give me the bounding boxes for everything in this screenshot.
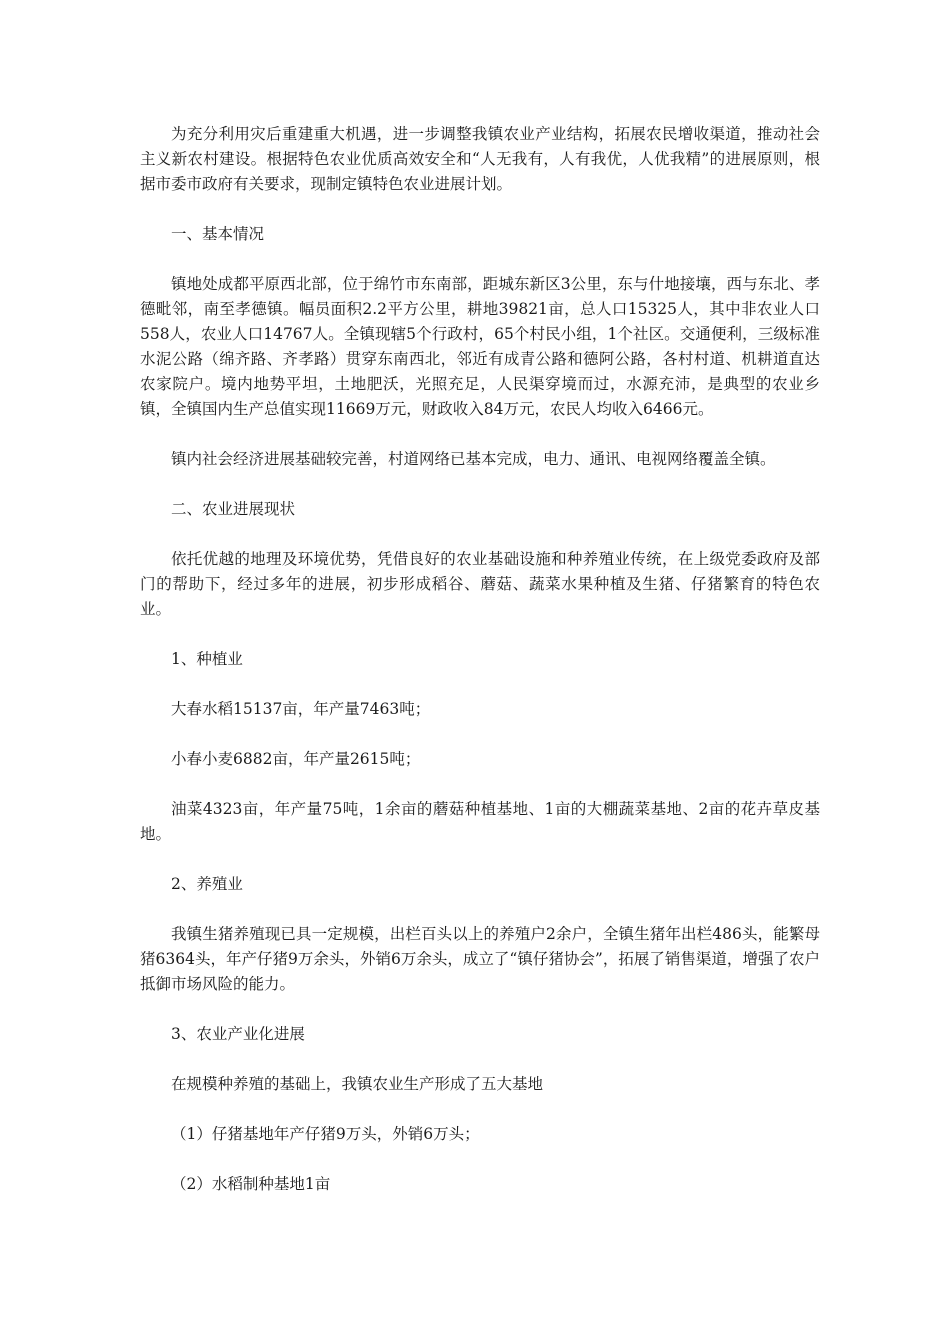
base-item-2: （2）水稻制种基地1亩 bbox=[171, 1175, 331, 1193]
subheading-breeding: 2、养殖业 bbox=[171, 875, 243, 893]
infrastructure-paragraph: 镇内社会经济进展基础较完善，村道网络已基本完成，电力、通讯、电视网络覆盖全镇。 bbox=[171, 450, 776, 468]
agriculture-status-paragraph: 依托优越的地理及环境优势，凭借良好的农业基础设施和种养殖业传统，在上级党委政府及部门的帮助下，经过多年的进展，初步形成稻谷、蘑菇、蔬菜水果种植及生猪、仔猪繁育的特色农业。 bbox=[140, 550, 820, 618]
intro-paragraph: 为充分利用灾后重建重大机遇，进一步调整我镇农业产业结构，拓展农民增收渠道，推动社会主义新农村建设。根据特色农业优质高效安全和“人无我有，人有我优，人优我精”的进展原则，根据市委市政府有关要求，现制定镇特色农业进展计划。 bbox=[140, 125, 820, 193]
planting-rapeseed-paragraph: 油菜4323亩，年产量75吨，1余亩的蘑菇种植基地、1亩的大棚蔬菜基地、2亩的花卉草皮基地。 bbox=[140, 800, 820, 843]
section-heading-basic-situation: 一、基本情况 bbox=[171, 225, 265, 243]
breeding-paragraph: 我镇生猪养殖现已具一定规模，出栏百头以上的养殖户2余户，全镇生猪年出栏486头，能繁母猪6364头，年产仔猪9万余头，外销6万余头，成立了“镇仔猪协会”，拓展了销售渠道，增强了农户抵御市场风险的能力。 bbox=[140, 925, 820, 993]
planting-rice-line: 大春水稻15137亩，年产量7463吨； bbox=[171, 700, 431, 718]
subheading-planting: 1、种植业 bbox=[171, 650, 243, 668]
industrialization-intro: 在规模种养殖的基础上，我镇农业生产形成了五大基地 bbox=[171, 1075, 544, 1093]
section-heading-agriculture-status: 二、农业进展现状 bbox=[171, 500, 296, 518]
planting-wheat-line: 小春小麦6882亩，年产量2615吨； bbox=[171, 750, 421, 768]
basic-situation-paragraph: 镇地处成都平原西北部，位于绵竹市东南部，距城东新区3公里，东与什地接壤，西与东北、孝德毗邻，南至孝德镇。幅员面积2.2平方公里，耕地39821亩，总人口15325人，其中非农业人口558人，农业人口14767人。全镇现辖5个行政村，65个村民小组，1个社区。交通便利，三级标准水泥公路（绵齐路、齐孝路）贯穿东南西北，邻近有成青公路和德阿公路，各村村道、机耕道直达农家院户。境内地势平坦，土地肥沃，光照充足，人民渠穿境而过，水源充沛，是典型的农业乡镇，全镇国内生产总值实现11669万元，财政收入84万元，农民人均收入6466元。 bbox=[140, 275, 820, 418]
document-body bbox=[140, 122, 820, 1222]
base-item-1: （1）仔猪基地年产仔猪9万头，外销6万头； bbox=[171, 1125, 480, 1143]
subheading-industrialization: 3、农业产业化进展 bbox=[171, 1025, 305, 1043]
